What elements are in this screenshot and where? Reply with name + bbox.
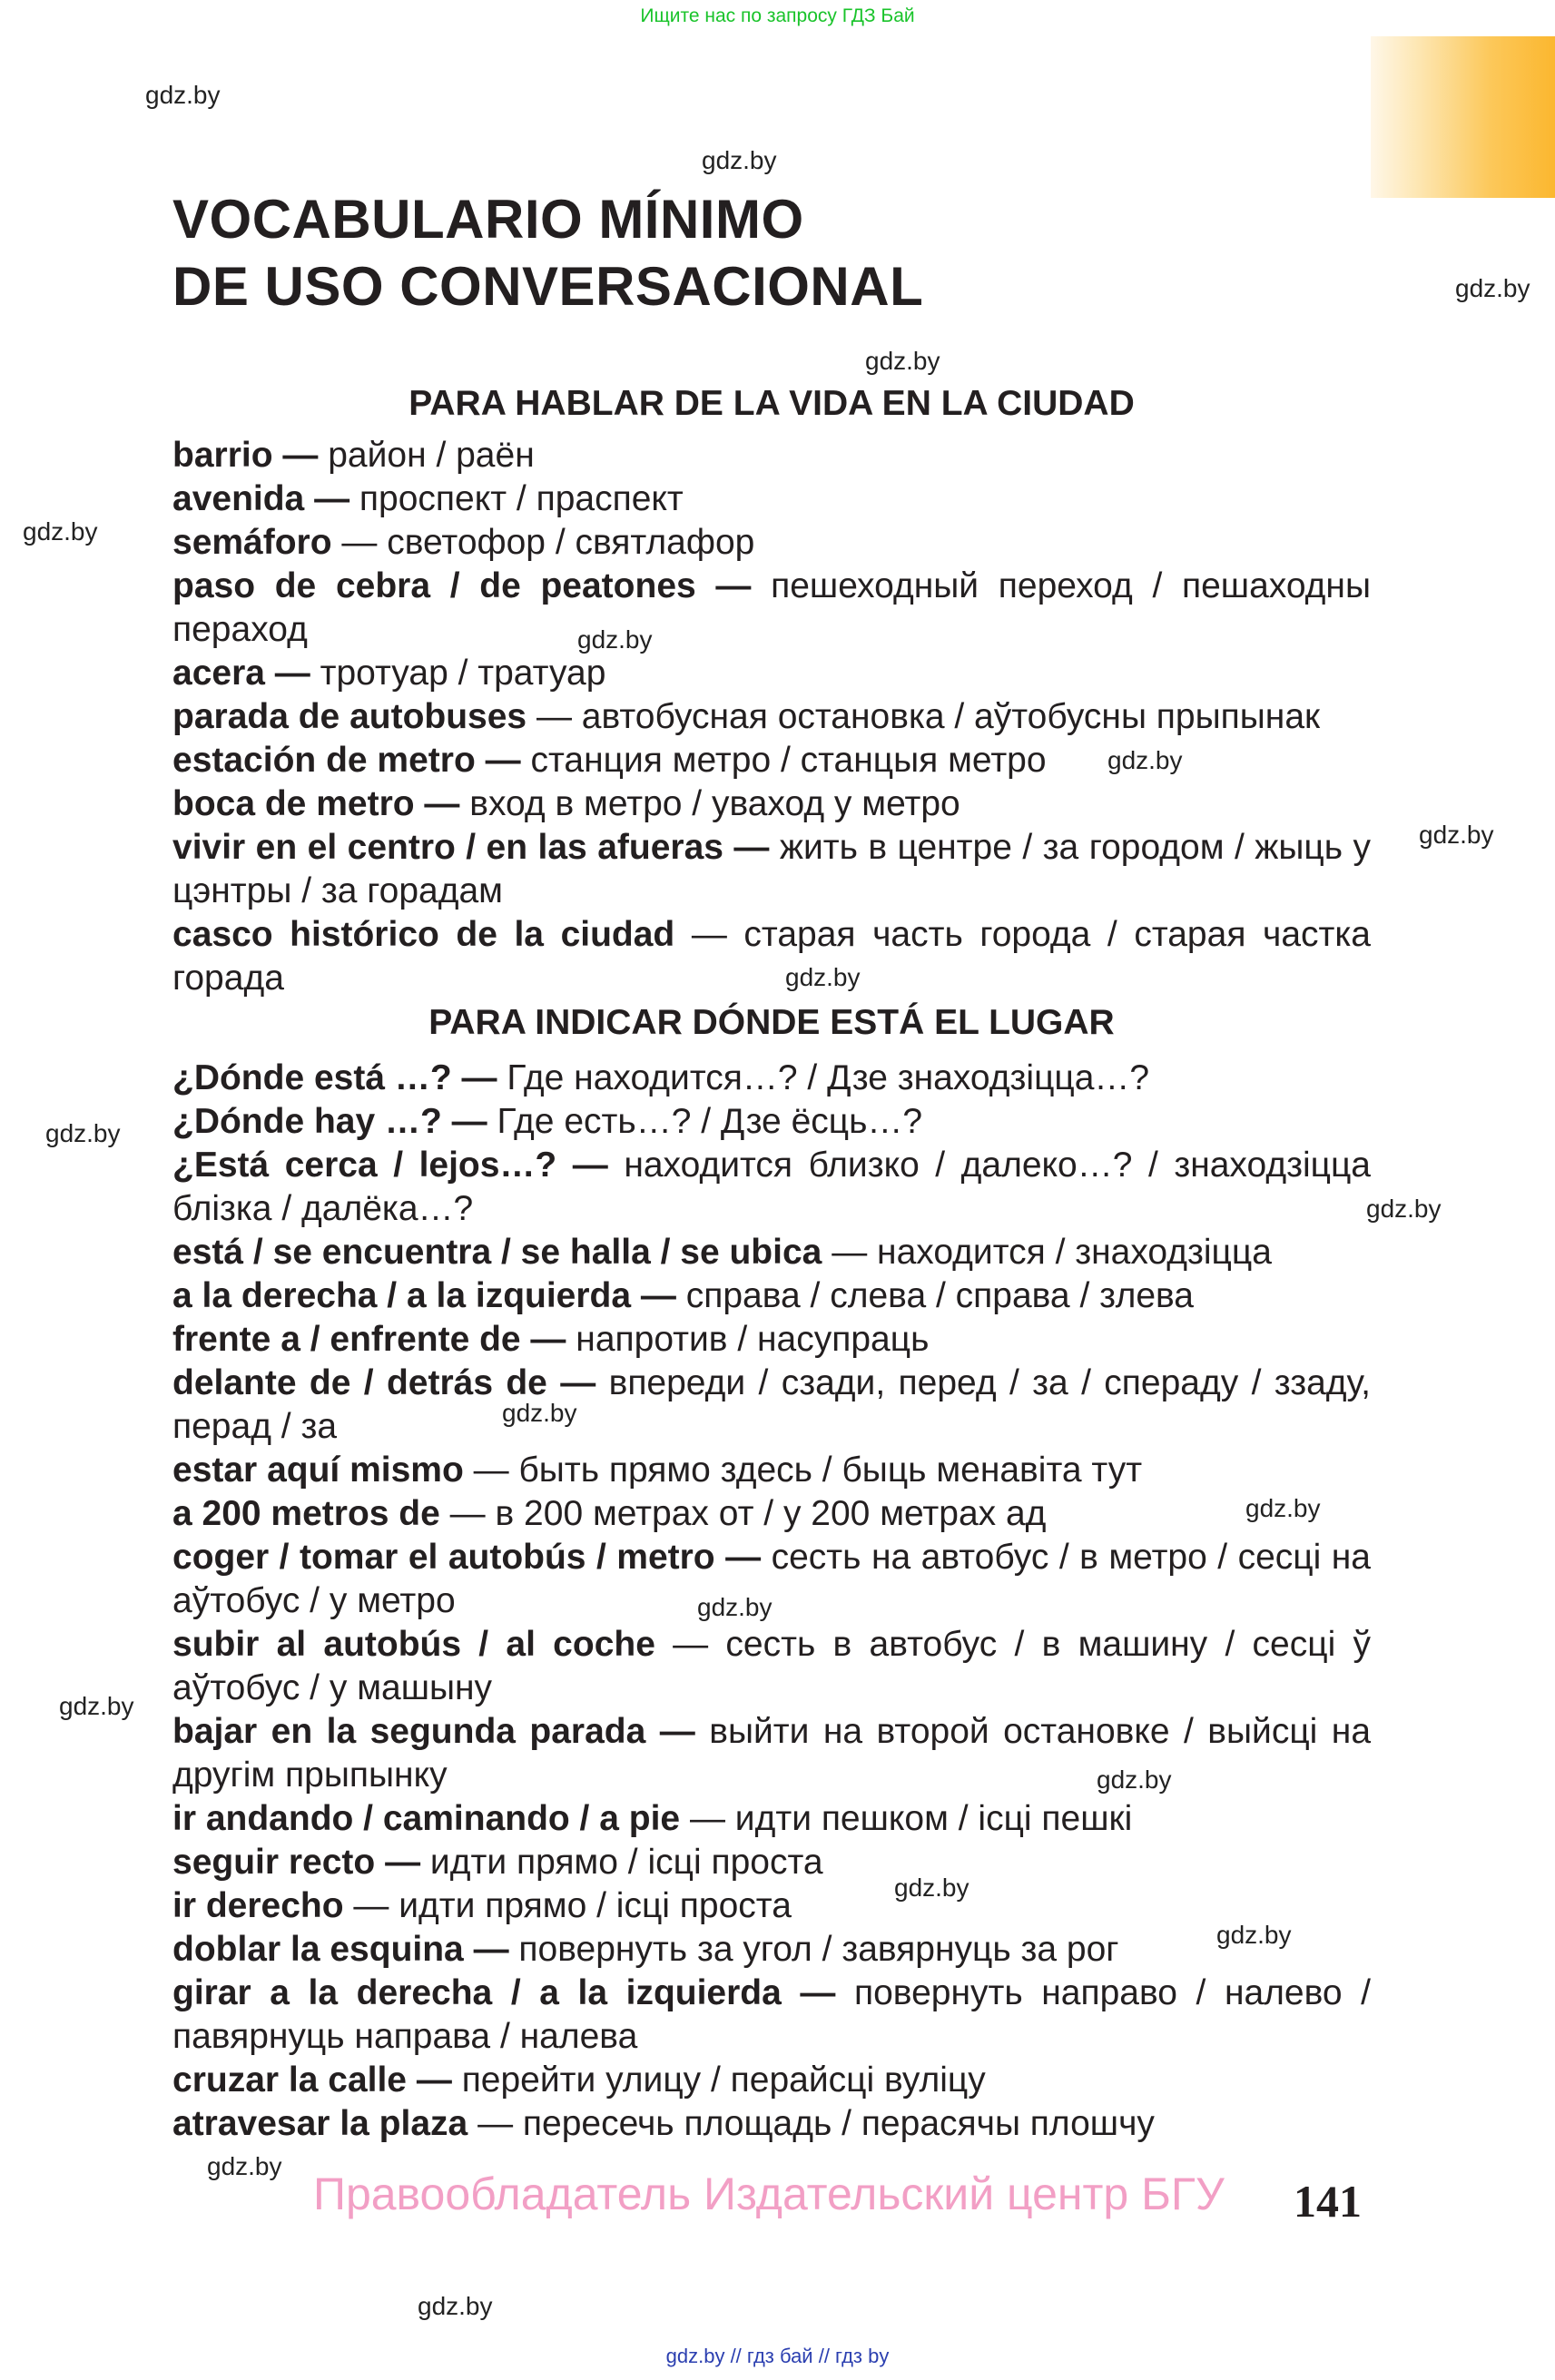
vocab-translation: жить в центре / за городом / жыць у цэнтры / за горадам bbox=[172, 828, 1372, 910]
vocab-translation: напротив / насупраць bbox=[576, 1320, 930, 1359]
vocab-translation: — находится / знаходзіцца bbox=[832, 1233, 1272, 1272]
vocab-translation: повернуть за угол / завярнуць за рог bbox=[518, 1930, 1119, 1969]
vocab-item bbox=[172, 434, 1371, 477]
title-line-1: VOCABULARIO MÍNIMO bbox=[172, 189, 804, 250]
vocab-translation: — автобусная остановка / аўтобусны прыпынак bbox=[536, 697, 1321, 736]
vocab-term: paso de cebra / de peatones — bbox=[172, 566, 752, 605]
vocab-item bbox=[172, 695, 1371, 739]
vocab-term: bajar en la segunda parada — bbox=[172, 1712, 695, 1751]
vocab-item bbox=[172, 826, 1371, 913]
vocab-item bbox=[172, 652, 1371, 695]
vocab-term: subir al autobús / al coche bbox=[172, 1625, 655, 1664]
watermark: gdz.by bbox=[1097, 1765, 1172, 1794]
vocab-item bbox=[172, 913, 1371, 1000]
watermark: gdz.by bbox=[697, 1593, 773, 1621]
vocab-translation: выйти на второй остановке / выйсці на другім прыпынку bbox=[172, 1712, 1372, 1795]
vocab-translation: проспект / праспект bbox=[359, 479, 684, 518]
page-number: 141 bbox=[1294, 2176, 1362, 2227]
watermark: gdz.by bbox=[865, 347, 940, 375]
watermark: gdz.by bbox=[1455, 274, 1530, 302]
vocab-term: seguir recto — bbox=[172, 1843, 421, 1882]
vocab-translation: Где находится…? / Дзе знаходзіцца…? bbox=[507, 1058, 1150, 1097]
vocab-translation: повернуть направо / налево / павярнуць направа / налева bbox=[172, 1973, 1372, 2056]
corner-color-tab bbox=[1371, 36, 1555, 198]
vocab-term: coger / tomar el autobús / metro — bbox=[172, 1538, 762, 1577]
vocab-translation: — светофор / святлафор bbox=[341, 523, 755, 562]
vocab-term: frente a / enfrente de — bbox=[172, 1320, 566, 1359]
vocab-term: acera — bbox=[172, 654, 310, 693]
vocab-term: avenida — bbox=[172, 479, 350, 518]
vocab-item bbox=[172, 1884, 1371, 1928]
vocab-list-city-life bbox=[172, 434, 1371, 1000]
vocab-item bbox=[172, 1536, 1371, 1623]
vocab-item bbox=[172, 1797, 1371, 1841]
vocab-term: estar aquí mismo bbox=[172, 1451, 464, 1490]
vocab-item bbox=[172, 1841, 1371, 1884]
watermark: gdz.by bbox=[145, 81, 221, 109]
vocab-translation: — идти прямо / ісці проста bbox=[353, 1886, 792, 1925]
vocab-term: ¿Está cerca / lejos…? — bbox=[172, 1146, 608, 1185]
vocab-item bbox=[172, 1100, 1371, 1144]
vocab-item bbox=[172, 1318, 1371, 1362]
vocab-translation: впереди / сзади, перед / за / спераду / ззаду, перад / за bbox=[172, 1363, 1371, 1446]
vocab-term: ¿Dónde hay …? — bbox=[172, 1102, 487, 1141]
watermark: gdz.by bbox=[502, 1399, 577, 1427]
vocab-term: doblar la esquina — bbox=[172, 1930, 509, 1969]
vocab-item bbox=[172, 1928, 1371, 1972]
vocab-translation: пешеходный переход / пешаходны пераход bbox=[172, 566, 1372, 649]
watermark: gdz.by bbox=[785, 963, 861, 991]
watermark: gdz.by bbox=[207, 2152, 282, 2180]
vocab-term: a 200 metros de bbox=[172, 1494, 440, 1533]
vocab-term: atravesar la plaza bbox=[172, 2104, 468, 2143]
vocab-term: casco histórico de la ciudad bbox=[172, 915, 675, 954]
watermark: gdz.by bbox=[1216, 1921, 1292, 1949]
vocab-translation: — быть прямо здесь / быць менавіта тут bbox=[473, 1451, 1143, 1490]
vocab-translation: тротуар / тратуар bbox=[320, 654, 606, 693]
vocab-item bbox=[172, 1362, 1371, 1449]
watermark: gdz.by bbox=[23, 517, 98, 546]
vocab-term: está / se encuentra / se halla / se ubica bbox=[172, 1233, 822, 1272]
vocab-term: estación de metro — bbox=[172, 741, 521, 780]
vocab-term: ir andando / caminando / a pie bbox=[172, 1799, 681, 1838]
vocab-term: girar a la derecha / a la izquierda — bbox=[172, 1973, 836, 2012]
watermark: gdz.by bbox=[577, 625, 653, 654]
watermark: gdz.by bbox=[1107, 746, 1183, 774]
vocab-term: vivir en el centro / en las afueras — bbox=[172, 828, 770, 867]
vocab-translation: идти прямо / ісці проста bbox=[429, 1843, 823, 1882]
vocab-term: parada de autobuses bbox=[172, 697, 527, 736]
vocab-term: ir derecho bbox=[172, 1886, 344, 1925]
vocab-item bbox=[172, 1623, 1371, 1710]
vocab-item bbox=[172, 1710, 1371, 1797]
watermark: gdz.by bbox=[894, 1874, 969, 1902]
vocab-item bbox=[172, 2059, 1371, 2102]
vocab-item bbox=[172, 739, 1371, 782]
watermark: gdz.by bbox=[59, 1692, 134, 1720]
top-banner: Ищите нас по запросу ГДЗ Бай bbox=[640, 5, 915, 26]
title-line-2: DE USO CONVERSACIONAL bbox=[172, 256, 924, 317]
vocab-item bbox=[172, 1057, 1371, 1100]
vocab-item bbox=[172, 521, 1371, 565]
vocab-item bbox=[172, 1274, 1371, 1318]
watermark: gdz.by bbox=[418, 2292, 493, 2320]
vocab-item bbox=[172, 1144, 1371, 1231]
vocab-translation: — в 200 метрах от / у 200 метрах ад bbox=[449, 1494, 1047, 1533]
vocab-item bbox=[172, 2102, 1371, 2146]
vocab-translation: вход в метро / уваход у метро bbox=[469, 784, 960, 823]
page-title bbox=[172, 186, 1080, 320]
vocab-translation: сесть на автобус / в метро / сесці на аўтобус / у метро bbox=[172, 1538, 1371, 1620]
vocab-translation: — идти пешком / ісці пешкі bbox=[689, 1799, 1133, 1838]
section-heading-location: PARA INDICAR DÓNDE ESTÁ EL LUGAR bbox=[428, 1003, 1115, 1042]
vocab-translation: Где есть…? / Дзе ёсць…? bbox=[497, 1102, 923, 1141]
vocab-translation: находится близко / далеко…? / знаходзіцца блізка / далёка…? bbox=[172, 1146, 1371, 1228]
vocab-translation: станция метро / станцыя метро bbox=[530, 741, 1047, 780]
watermark: gdz.by bbox=[1366, 1195, 1442, 1223]
watermark: gdz.by bbox=[45, 1119, 121, 1147]
vocab-item bbox=[172, 1972, 1371, 2059]
vocab-translation: перейти улицу / перайсці вуліцу bbox=[461, 2060, 986, 2100]
watermark: gdz.by bbox=[1245, 1494, 1321, 1522]
vocab-item bbox=[172, 565, 1371, 652]
vocab-translation: — старая часть города / старая частка горада bbox=[172, 915, 1371, 998]
vocab-list-location bbox=[172, 1057, 1371, 2146]
vocab-term: ¿Dónde está …? — bbox=[172, 1058, 497, 1097]
vocab-item bbox=[172, 1449, 1371, 1492]
vocab-item bbox=[172, 782, 1371, 826]
vocab-term: a la derecha / a la izquierda — bbox=[172, 1276, 676, 1315]
vocab-item bbox=[172, 1231, 1371, 1274]
watermark: gdz.by bbox=[702, 146, 777, 174]
section-heading-city-life: PARA HABLAR DE LA VIDA EN LA CIUDAD bbox=[408, 384, 1135, 423]
vocab-term: delante de / detrás de — bbox=[172, 1363, 596, 1402]
vocab-term: barrio — bbox=[172, 436, 319, 475]
copyright-notice: Правообладатель Издательский центр БГУ bbox=[313, 2169, 1225, 2219]
vocab-translation: район / раён bbox=[328, 436, 535, 475]
vocab-translation: — сесть в автобус / в машину / сесці ў аўтобус / у машыну bbox=[172, 1625, 1371, 1707]
vocab-term: semáforo bbox=[172, 523, 332, 562]
vocab-translation: — пересечь площадь / перасячы плошчу bbox=[477, 2104, 1155, 2143]
vocab-term: cruzar la calle — bbox=[172, 2060, 452, 2100]
vocab-item bbox=[172, 1492, 1371, 1536]
watermark: gdz.by bbox=[1419, 821, 1494, 849]
vocab-term: boca de metro — bbox=[172, 784, 460, 823]
vocab-item bbox=[172, 477, 1371, 521]
bottom-banner: gdz.by // гдз бай // гдз by bbox=[665, 2345, 890, 2367]
vocab-translation: справа / слева / справа / злева bbox=[685, 1276, 1194, 1315]
